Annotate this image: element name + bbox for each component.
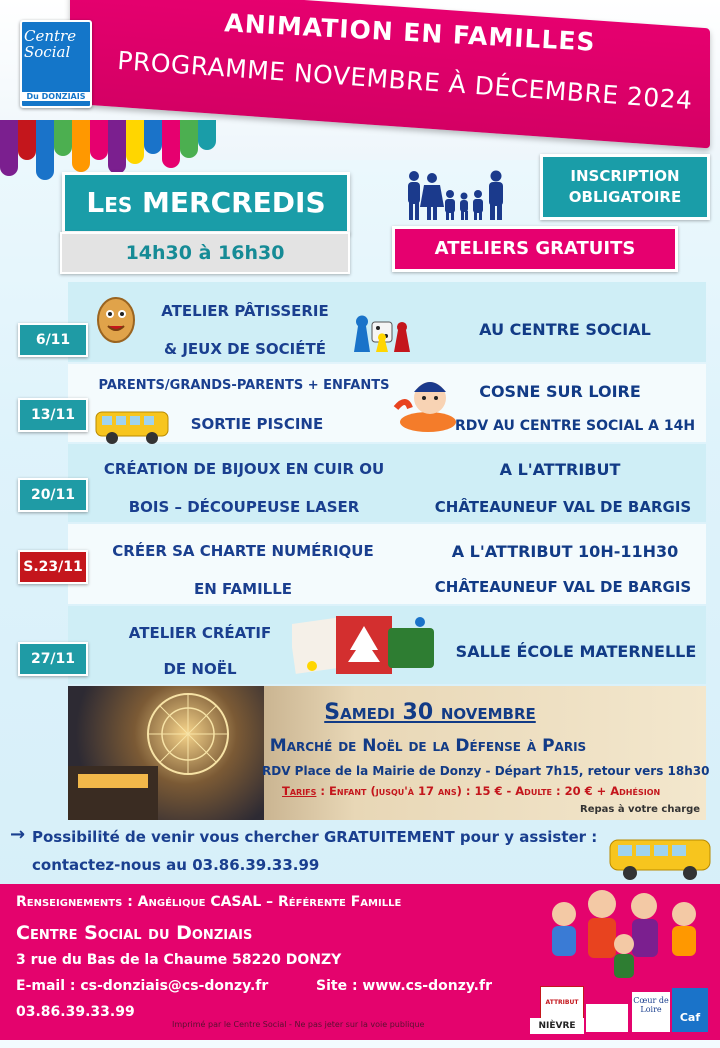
hours-label: 14h30 à 16h30	[60, 232, 350, 274]
event-location-line2: CHÂTEAUNEUF VAL DE BARGIS	[434, 578, 692, 596]
footer-info: Renseignements : Angélique CASAL – Référente Famille	[16, 894, 402, 910]
board-game-pieces-icon	[346, 294, 412, 356]
event-location-line1: A L'ATTRIBUT 10H-11H30	[451, 542, 679, 561]
footer-address: 3 rue du Bas de la Chaume 58220 DONZY	[16, 952, 342, 968]
event-location-line1: A L'ATTRIBUT	[499, 460, 621, 479]
event-location-line1: SALLE ÉCOLE MATERNELLE	[455, 642, 697, 661]
paint-drip	[36, 120, 54, 180]
paint-drip	[198, 120, 216, 150]
paint-drip	[0, 120, 18, 176]
event-location-line2: CHÂTEAUNEUF VAL DE BARGIS	[434, 498, 692, 516]
tarifs-text: : Enfant (jusqu'à 17 ans) : 15 € - Adulte : 20 € + Adhésion	[320, 784, 661, 798]
special-event-note: Repas à votre charge	[580, 804, 701, 815]
logo-text	[24, 28, 84, 60]
school-bus-icon	[94, 408, 172, 446]
event-activity-line2: & JEUX DE SOCIÉTÉ	[164, 340, 326, 358]
paint-drip	[90, 120, 108, 160]
event-location-line1: AU CENTRE SOCIAL	[479, 320, 651, 339]
event-date: S.23/11	[18, 550, 88, 584]
special-event-rdv: RDV Place de la Mairie de Donzy - Départ 7h15, retour vers 18h30	[262, 764, 710, 778]
free-workshops-badge: ATELIERS GRATUITS	[392, 226, 678, 272]
partner-logo-coeur-de-loire: Cœur de Loire	[632, 992, 670, 1032]
ferris-wheel-icon	[68, 686, 264, 820]
event-date: 20/11	[18, 478, 88, 512]
footer-site: Site : www.cs-donzy.fr	[316, 978, 492, 994]
arrow-right-icon: →	[10, 824, 26, 845]
event-date: 27/11	[18, 642, 88, 676]
paint-drip	[162, 120, 180, 168]
footer-phone: 03.86.39.33.99	[16, 1004, 135, 1020]
special-event-tarifs	[282, 784, 702, 798]
paint-drip	[108, 120, 126, 174]
family-icon	[402, 170, 512, 222]
partner-logo-msa	[586, 1004, 628, 1032]
tarifs-label: Tarifs	[282, 784, 317, 798]
event-location-line2: RDV AU CENTRE SOCIAL A 14H	[454, 418, 696, 434]
paint-drip	[126, 120, 144, 164]
event-date: 6/11	[18, 323, 88, 357]
footer-org: Centre Social du Donziais	[16, 922, 253, 944]
event-location-line1: COSNE SUR LOIRE	[479, 382, 641, 401]
inscription-line-1: INSCRIPTION	[570, 167, 680, 185]
cartoon-family-illustration	[540, 884, 706, 984]
event-activity-line1: CRÉATION DE BIJOUX EN CUIR OU	[103, 460, 385, 478]
event-activity-line1: ATELIER CRÉATIF	[128, 624, 272, 642]
partner-logo-caf: Caf	[672, 988, 708, 1032]
page-title: ANIMATION EN FAMILLES	[223, 8, 597, 57]
paint-drip	[18, 120, 36, 160]
footer-disclaimer: Imprimé par le Centre Social - Ne pas jeter sur la voie publique	[172, 1020, 425, 1029]
pickup-line2: contactez-nous au 03.86.39.33.99	[32, 856, 320, 874]
logo-line-2: Social	[24, 43, 71, 61]
logo-footer: Du DONZIAIS	[20, 92, 92, 101]
event-activity-line1: ATELIER PÂTISSERIE	[161, 302, 329, 320]
partner-logo-attribut: ATTRIBUT	[540, 986, 584, 1020]
inscription-badge	[540, 154, 710, 220]
inscription-line-2: OBLIGATOIRE	[568, 188, 682, 206]
christmas-craft-icon	[292, 610, 438, 678]
page-subtitle: PROGRAMME NOVEMBRE À DÉCEMBRE 2024	[116, 45, 694, 116]
event-activity-line2: EN FAMILLE	[193, 580, 293, 598]
event-activity-line2: SORTIE PISCINE	[190, 415, 324, 433]
event-activity-line2: DE NOËL	[163, 660, 237, 678]
footer-email: E-mail : cs-donziais@cs-donzy.fr	[16, 978, 269, 994]
event-activity-line2: BOIS – DÉCOUPEUSE LASER	[128, 498, 360, 516]
school-bus-icon	[606, 836, 714, 882]
paint-drip	[180, 120, 198, 158]
pickup-line1: Possibilité de venir vous chercher GRATUITEMENT pour y assister :	[32, 828, 598, 846]
day-label: Les MERCREDIS	[62, 172, 350, 234]
logo-line-1: Centre	[24, 27, 77, 45]
event-activity-line1: CRÉER SA CHARTE NUMÉRIQUE	[112, 542, 374, 560]
paint-drip	[54, 120, 72, 156]
paint-drip	[144, 120, 162, 154]
partner-logo-nievre: NIÈVRE	[530, 1018, 584, 1034]
special-event-title: Samedi 30 novembre	[324, 700, 536, 725]
cookie-mascot-icon	[90, 292, 140, 348]
event-date: 13/11	[18, 398, 88, 432]
paint-drip	[72, 120, 90, 172]
event-activity-line1: PARENTS/GRANDS-PARENTS + ENFANTS	[98, 378, 390, 393]
special-event-subtitle: Marché de Noël de la Défense à Paris	[269, 736, 587, 756]
